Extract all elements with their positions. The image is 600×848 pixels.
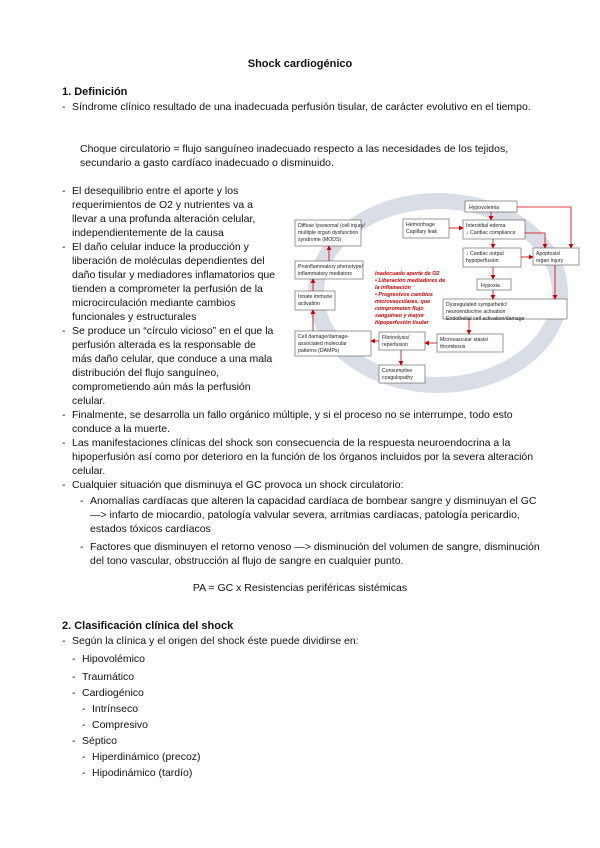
red-note-2: • Liberación mediadores de: [375, 278, 446, 284]
paragraph-dano-celular: - El daño celular induce la producción y liberación de moléculas dependientes del daño tisular y mediadores inflamatorios que tienden a comprometer la perfusión de la microcirculación mediante cambios funcionales y estructurales: [72, 240, 282, 324]
node-hypoxia: Hypoxia: [481, 283, 500, 289]
node-interstitial-edema: Interstitial edema: [466, 223, 506, 229]
page-title: Shock cardiogénico: [247, 58, 353, 70]
class-hipodinamico: - Hipodinámico (tardío): [92, 766, 192, 780]
paragraph-definition: - Síndrome clínico resultado de una inadecuada perfusión tisular, de carácter evolutivo en el tiempo.: [72, 100, 542, 114]
node-cardiac-output: ↓ Cardiac output: [466, 251, 504, 257]
node-diffuse-lines-2: multiple organ dysfunction: [298, 230, 359, 236]
node-hypoperfusion: hypoperfusion: [466, 258, 499, 264]
paragraph-anomalias-cardiacas: - Anomalías cardíacas que alteren la capacidad cardíaca de bombear sangre y disminuyan el GC —> infarto de miocardio, patología valvular severa, arritmias cardíacas, patología pericardio, estados tóxicos cardíacos: [90, 494, 542, 536]
node-dysregulated-2: neuroendocrine activation: [446, 309, 506, 315]
red-note-5: microvasculares, que: [375, 299, 431, 305]
red-note-3: la inflamación: [375, 285, 411, 291]
red-note-6: comprometen flujo: [375, 306, 424, 312]
red-note-4: • Progresivos cambios: [375, 292, 433, 298]
node-organ-injury: organ injury: [536, 258, 564, 264]
formula-pa: PA = GC x Resistencias periféricas sistémicas: [192, 582, 408, 594]
class-compresivo: - Compresivo: [92, 718, 148, 732]
red-note-7: sanguíneo y mayor: [375, 313, 425, 319]
node-hemorrhage: Hemorrhage: [406, 222, 435, 228]
section-2-heading: 2. Clasificación clínica del shock: [62, 620, 234, 632]
class-hipovolemico: - Hipovolémico: [82, 652, 145, 666]
class-traumatico: - Traumático: [82, 670, 134, 684]
paragraph-desequilibrio: - El desequilibrio entre el aporte y los requerimientos de O2 y nutrientes va a llevar a una profunda alteración celular, independientemente de la causa: [72, 184, 272, 240]
section-1-heading: 1. Definición: [62, 86, 128, 98]
node-microvascular-stasis: Microvascular stasis/: [440, 337, 489, 343]
node-reperfusion: reperfusion: [382, 342, 408, 348]
class-septico: - Séptico: [82, 734, 117, 748]
paragraph-cualquier-situacion: - Cualquier situación que disminuya el GC provoca un shock circulatorio:: [72, 478, 542, 492]
class-cardiogenico: - Cardiogénico: [82, 686, 144, 700]
node-cell-damage-2: associated molecular: [298, 341, 347, 347]
node-activation: activation: [298, 301, 320, 307]
paragraph-finalmente: - Finalmente, se desarrolla un fallo orgánico múltiple, y si el proceso no se interrumpe, todo esto conduce a la muerte.: [72, 408, 542, 436]
node-proinflammatory: Proinflammatory phenotype/: [298, 264, 363, 270]
paragraph-factores-retorno: - Factores que disminuyen el retorno venoso —> disminución del volumen de sangre, disminución del tono vascular, obstrucción al flujo de sangre en cualquier punto.: [90, 540, 542, 568]
class-intrinseco: - Intrínseco: [92, 702, 138, 716]
paragraph-segun-clinica: - Según la clínica y el origen del shock éste puede dividirse en:: [72, 634, 542, 648]
shock-vicious-circle-diagram: [293, 193, 583, 393]
node-diffuse-lines-3: syndrome (MODS): [298, 237, 342, 243]
node-fibrinolysis: Fibrinolysis/: [382, 335, 410, 341]
red-note-1: Inadecuado aporte de O2: [375, 271, 440, 277]
paragraph-manifestaciones: - Las manifestaciones clínicas del shock son consecuencia de la respuesta neuroendocrina a la hipoperfusión así como por deterioro en la función de los órganos incluidos por la severa alteración celular.: [72, 436, 542, 478]
node-capillary-leak: Capillary leak: [406, 229, 438, 235]
paragraph-choque-circulatorio: Choque circulatorio = flujo sanguíneo inadecuado respecto a las necesidades de los tejidos, secundario a gasto cardíaco inadecuado o disminuido.: [80, 143, 509, 169]
node-cardiac-compliance: ↓ Cardiac compliance: [466, 230, 516, 236]
node-cell-damage-1: Cell damage/damage-: [298, 334, 350, 340]
node-diffuse-lines-1: Diffuse lysosomal (cell injury/: [298, 223, 365, 229]
paragraph-circulo-vicioso: - Se produce un “círculo vicioso” en el que la perfusión alterada es la responsable de más daño celular, que conduce a una mala distribución del flujo sanguíneo, comprometiendo aún más la perfusión celular.: [72, 324, 276, 408]
node-dysregulated-1: Dysregulated sympathetic/: [446, 302, 508, 308]
node-inflammatory-mediators: inflammatory mediators: [298, 271, 352, 277]
node-coagulopathy: coagulopathy: [382, 375, 413, 381]
node-dysregulated-3: Endothelial cell activation/damage: [446, 316, 525, 322]
node-cell-damage-3: patterns (DAMPs): [298, 348, 340, 354]
node-thrombosis: thrombosis: [440, 344, 466, 350]
node-hypovolemia: Hypovolemia: [469, 205, 499, 211]
red-note-8: hipoperfusión tisular: [375, 320, 429, 326]
node-innate-immune: Innate immune: [298, 294, 333, 300]
node-consumptive: Consumptive: [382, 368, 413, 374]
class-hiperdinamico: - Hiperdinámico (precoz): [92, 750, 201, 764]
node-apoptosis: Apoptosis/: [536, 251, 561, 257]
